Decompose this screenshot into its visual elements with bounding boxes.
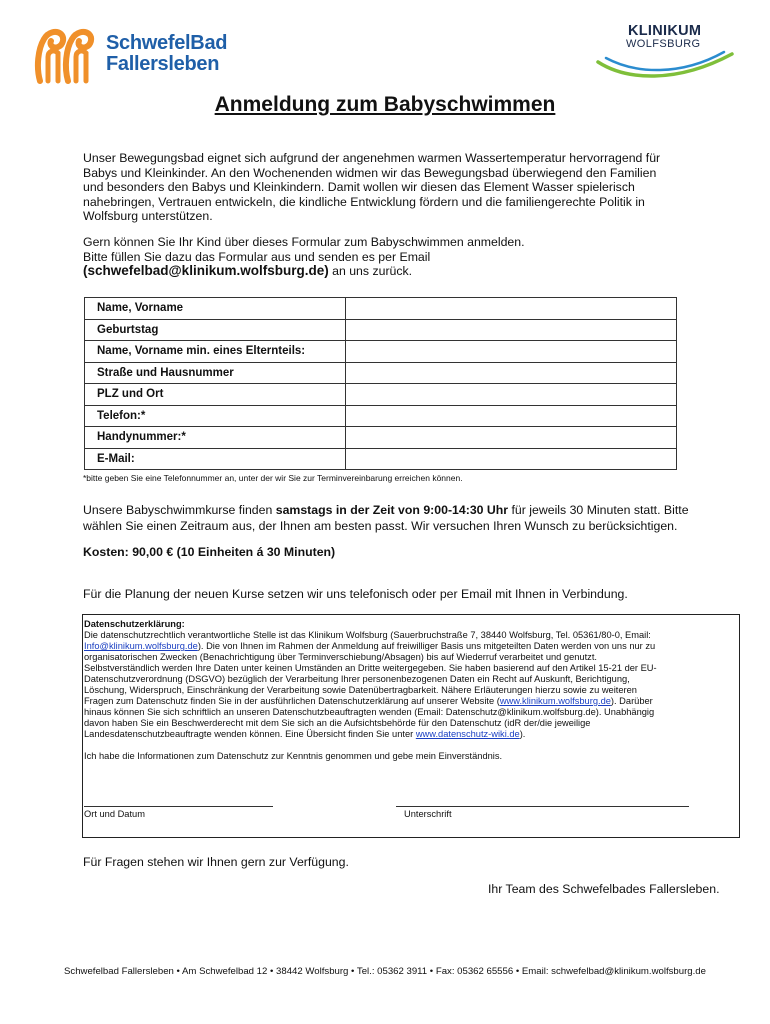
privacy-line: Datenschutzverordnung (DSGVO) bezüglich der Verarbeitung Ihrer personenbezogenen Daten ein Recht auf Auskunft, Berichtigung, (84, 674, 630, 684)
courses-suffix: für jeweils 30 Minuten statt. Bitte (508, 503, 689, 517)
schwefelbad-emblem-icon (34, 27, 100, 85)
intro-paragraph (83, 151, 723, 224)
form-label: E-Mail: (85, 448, 346, 470)
courses-prefix: Unsere Babyschwimmkurse finden (83, 503, 276, 517)
klinikum-logo-line-2: WOLFSBURG (626, 38, 701, 50)
page-title: Anmeldung zum Babyschwimmen (214, 93, 556, 116)
privacy-text: ). Darüber (610, 696, 653, 706)
form-row (85, 427, 677, 449)
datenschutz-wiki-link[interactable]: www.datenschutz-wiki.de (415, 729, 520, 739)
consent-statement: Ich habe die Informationen zum Datenschutz zur Kenntnis genommen und gebe mein Einverständnis. (84, 751, 503, 761)
intro-line: und besonders den Babys und Kleinkindern. Damit wollen wir diesen das Element Wasser spielerisch (83, 180, 635, 195)
register-suffix: an uns zurück. (328, 264, 413, 279)
privacy-line: Die datenschutzrechtlich verantwortliche Stelle ist das Klinikum Wolfsburg (Sauerbruchstraße 7, 38440 Wolfsburg, Tel. 05361/80-0, Email: (84, 630, 651, 640)
form-label: Straße und Hausnummer (85, 362, 346, 384)
form-row (85, 319, 677, 341)
privacy-text: Fragen zum Datenschutz finden Sie in der ausführlichen Datenschutzerklärung auf unserer Website ( (84, 696, 500, 706)
intro-line: nahebringen, Vertrauen entwickeln, die kindliche Entwicklung fördern und die familiengerechte Politik in (83, 194, 645, 209)
form-input[interactable] (346, 384, 677, 406)
place-date-line[interactable] (84, 806, 273, 807)
form-label: Name, Vorname min. eines Elternteils: (85, 341, 346, 363)
register-line-2: Bitte füllen Sie dazu das Formular aus und senden es per Email (83, 249, 431, 264)
privacy-box (82, 614, 740, 838)
form-input[interactable] (346, 341, 677, 363)
form-label: Telefon:* (85, 405, 346, 427)
privacy-heading: Datenschutzerklärung: (84, 619, 185, 629)
signature-line[interactable] (396, 806, 689, 807)
register-line-3 (83, 264, 723, 279)
privacy-text: ). (519, 729, 526, 739)
intro-line: Babys und Kleinkinder. An den Wochenenden widmen wir das Bewegungsbad überwiegend den Familien (83, 165, 657, 180)
costs: Kosten: 90,00 € (10 Einheiten á 30 Minuten) (83, 545, 336, 559)
form-label: Name, Vorname (85, 298, 346, 320)
questions-note: Für Fragen stehen wir Ihnen gern zur Verfügung. (83, 855, 349, 869)
closing-signature: Ihr Team des Schwefelbades Fallersleben. (488, 882, 720, 896)
schwefelbad-logo (34, 27, 228, 85)
swoosh-icon (596, 50, 736, 84)
klinikum-logo (596, 22, 736, 84)
form-input[interactable] (346, 405, 677, 427)
privacy-text: ). Die von Ihnen im Rahmen der Anmeldung auf freiwilliger Basis uns mitgeteilten Daten werden von uns nur zu (197, 641, 656, 651)
planning-note: Für die Planung der neuen Kurse setzen wir uns telefonisch oder per Email mit Ihnen in Verbindung. (83, 587, 628, 601)
form-input[interactable] (346, 362, 677, 384)
courses-line-2: wählen Sie einen Zeitraum aus, der Ihnen am besten passt. Wir versuchen Ihren Wunsch zu berücksichtigen. (83, 518, 678, 533)
register-line-1: Gern können Sie Ihr Kind über dieses Formular zum Babyschwimmen anmelden. (83, 235, 525, 249)
privacy-line (84, 729, 736, 740)
logo-line-2: Fallersleben (106, 53, 220, 75)
courses-paragraph (83, 503, 723, 534)
form-row (85, 448, 677, 470)
form-label: Geburtstag (85, 319, 346, 341)
form-input[interactable] (346, 448, 677, 470)
privacy-line: hinaus können Sie sich schriftlich an unseren Datenschutzbeauftragten wenden (Email: Datenschutz@klinikum.wolfsburg.de). Unabhängig (84, 707, 655, 717)
klinikum-logo-line-1: KLINIKUM (628, 23, 702, 39)
registration-form (84, 297, 677, 470)
place-date-label: Ort und Datum (84, 809, 145, 819)
courses-line-1 (83, 503, 723, 519)
info-email-link[interactable]: Info@klinikum.wolfsburg.de (84, 641, 198, 651)
form-input[interactable] (346, 298, 677, 320)
page-footer: Schwefelbad Fallersleben • Am Schwefelbad 12 • 38442 Wolfsburg • Tel.: 05362 3911 • Fax: 05362 65556 • Email: schwefelbad@klinikum.wolfsburg.de (64, 966, 706, 977)
register-email[interactable]: (schwefelbad@klinikum.wolfsburg.de) (83, 263, 329, 279)
courses-time: samstags in der Zeit von 9:00-14:30 Uhr (275, 503, 509, 517)
form-row (85, 362, 677, 384)
register-paragraph (83, 235, 723, 279)
signature-label: Unterschrift (404, 809, 452, 819)
form-input[interactable] (346, 319, 677, 341)
form-row (85, 341, 677, 363)
privacy-line (84, 641, 736, 652)
website-link[interactable]: www.klinikum.wolfsburg.de (499, 696, 611, 706)
form-row (85, 298, 677, 320)
privacy-line: Selbstverständlich werden Ihre Daten unter keinen Umständen an Dritte weitergegeben. Sie haben basierend auf den Artikel 15-21 der EU- (84, 663, 657, 673)
form-row (85, 384, 677, 406)
logo-line-1: SchwefelBad (106, 32, 228, 54)
form-input[interactable] (346, 427, 677, 449)
form-row (85, 405, 677, 427)
privacy-line: Löschung, Widerspruch, Einschränkung der Verarbeitung sowie Datenübertragbarkeit. Nähere Erläuterungen hierzu sowie zu weiteren (84, 685, 637, 695)
phone-footnote: *bitte geben Sie eine Telefonnummer an, unter der wir Sie zur Terminvereinbarung erreichen können. (83, 473, 463, 483)
privacy-line: davon haben Sie ein Beschwerderecht mit dem Sie sich an die Aufsichtsbehörde für den Datenschutz (idR der/die jeweilige (84, 718, 591, 728)
form-label: PLZ und Ort (85, 384, 346, 406)
privacy-line: organisatorischen Zwecken (Benachrichtigung über Terminverschiebung/Absagen) bis auf Wiederruf verarbeitet und genutzt. (84, 652, 597, 662)
privacy-line (84, 696, 736, 707)
form-label: Handynummer:* (85, 427, 346, 449)
privacy-text: Landesdatenschutzbeauftragte wenden können. Eine Übersicht finden Sie unter (84, 729, 416, 739)
intro-line: Wolfsburg unterstützen. (83, 209, 213, 224)
intro-line: Unser Bewegungsbad eignet sich aufgrund der angenehmen warmen Wassertemperatur hervorragend für (83, 151, 661, 165)
